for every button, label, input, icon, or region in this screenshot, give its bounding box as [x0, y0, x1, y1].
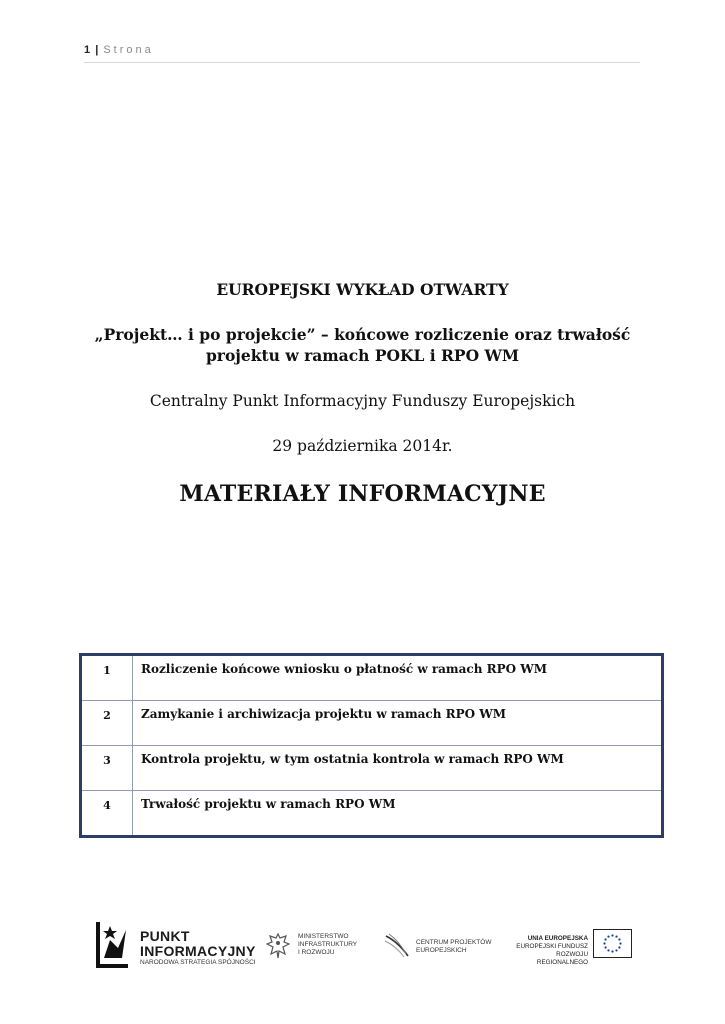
row-title: Kontrola projektu, w tym ostatnia kontrola w ramach RPO WM [133, 746, 663, 791]
eu-star-icon [604, 938, 606, 940]
row-title: Rozliczenie końcowe wniosku o płatność w ramach RPO WM [133, 655, 663, 701]
table-row [81, 746, 663, 791]
event-date: 29 października 2014r. [272, 437, 453, 455]
page-number: 1 [84, 44, 91, 56]
page-label: Strona [103, 44, 154, 56]
table-row [81, 791, 663, 837]
event-title: EUROPEJSKI WYKŁAD OTWARTY [216, 280, 509, 299]
materials-heading: MATERIAŁY INFORMACYJNE [179, 481, 546, 507]
materials-table [79, 653, 664, 838]
eu-star-icon [618, 946, 620, 948]
centrum-line-2: EUROPEJSKICH [416, 947, 467, 954]
centrum-text [416, 939, 491, 955]
topic-title [60, 324, 665, 366]
eu-star-icon [604, 946, 606, 948]
eu-star-icon [619, 942, 621, 944]
row-number: 1 [81, 655, 133, 701]
eu-logo [504, 912, 632, 972]
eu-text [504, 935, 588, 967]
organizer: Centralny Punkt Informacyjny Funduszy Europejskich [149, 392, 576, 410]
ministry-logo [264, 912, 374, 972]
punkt-informacyjny-logo [92, 912, 262, 972]
eu-line-2: EUROPEJSKI FUNDUSZ [516, 943, 588, 950]
row-number: 4 [81, 791, 133, 837]
table-row [81, 655, 663, 701]
ministry-line-2: INFRASTRUKTURY [298, 941, 358, 948]
centrum-line-1: CENTRUM PROJEKTÓW [416, 939, 492, 946]
ministry-text [298, 933, 357, 957]
topic-line-1: „Projekt… i po projekcie” – końcowe rozliczenie oraz trwałość [94, 325, 631, 344]
nss-label: NARODOWA STRATEGIA SPÓJNOŚCI [140, 959, 256, 966]
punkt-label: PUNKT [140, 928, 190, 944]
table-row [81, 701, 663, 746]
informacyjny-label: INFORMACYJNY [140, 943, 256, 959]
row-number: 3 [81, 746, 133, 791]
centrum-projektow-logo [382, 912, 502, 972]
punkt-informacyjny-icon [96, 918, 128, 968]
row-number: 2 [81, 701, 133, 746]
eu-star-icon [618, 938, 620, 940]
ministry-line-3: I ROZWOJU [298, 949, 335, 956]
topic-line-2: projektu w ramach POKL i RPO WM [205, 346, 520, 365]
centrum-projektow-icon [384, 932, 410, 958]
eu-star-icon [615, 949, 617, 951]
eu-star-icon [607, 935, 609, 937]
eagle-emblem-icon [266, 932, 290, 960]
ministry-line-1: MINISTERSTWO [298, 933, 349, 940]
footer-logos [92, 912, 632, 972]
row-title: Trwałość projektu w ramach RPO WM [141, 797, 396, 811]
eu-flag-icon [593, 929, 632, 958]
eu-star-icon [611, 950, 613, 952]
eu-star-icon [603, 942, 605, 944]
eu-star-icon [607, 949, 609, 951]
eu-star-icon [611, 934, 613, 936]
row-title: Zamykanie i archiwizacja projektu w ramach RPO WM [133, 701, 663, 746]
eu-line-3: ROZWOJU REGIONALNEGO [536, 951, 588, 966]
page-header [84, 44, 640, 63]
eu-star-icon [615, 935, 617, 937]
header-separator: | [95, 44, 99, 56]
eu-line-1: UNIA EUROPEJSKA [527, 935, 588, 942]
